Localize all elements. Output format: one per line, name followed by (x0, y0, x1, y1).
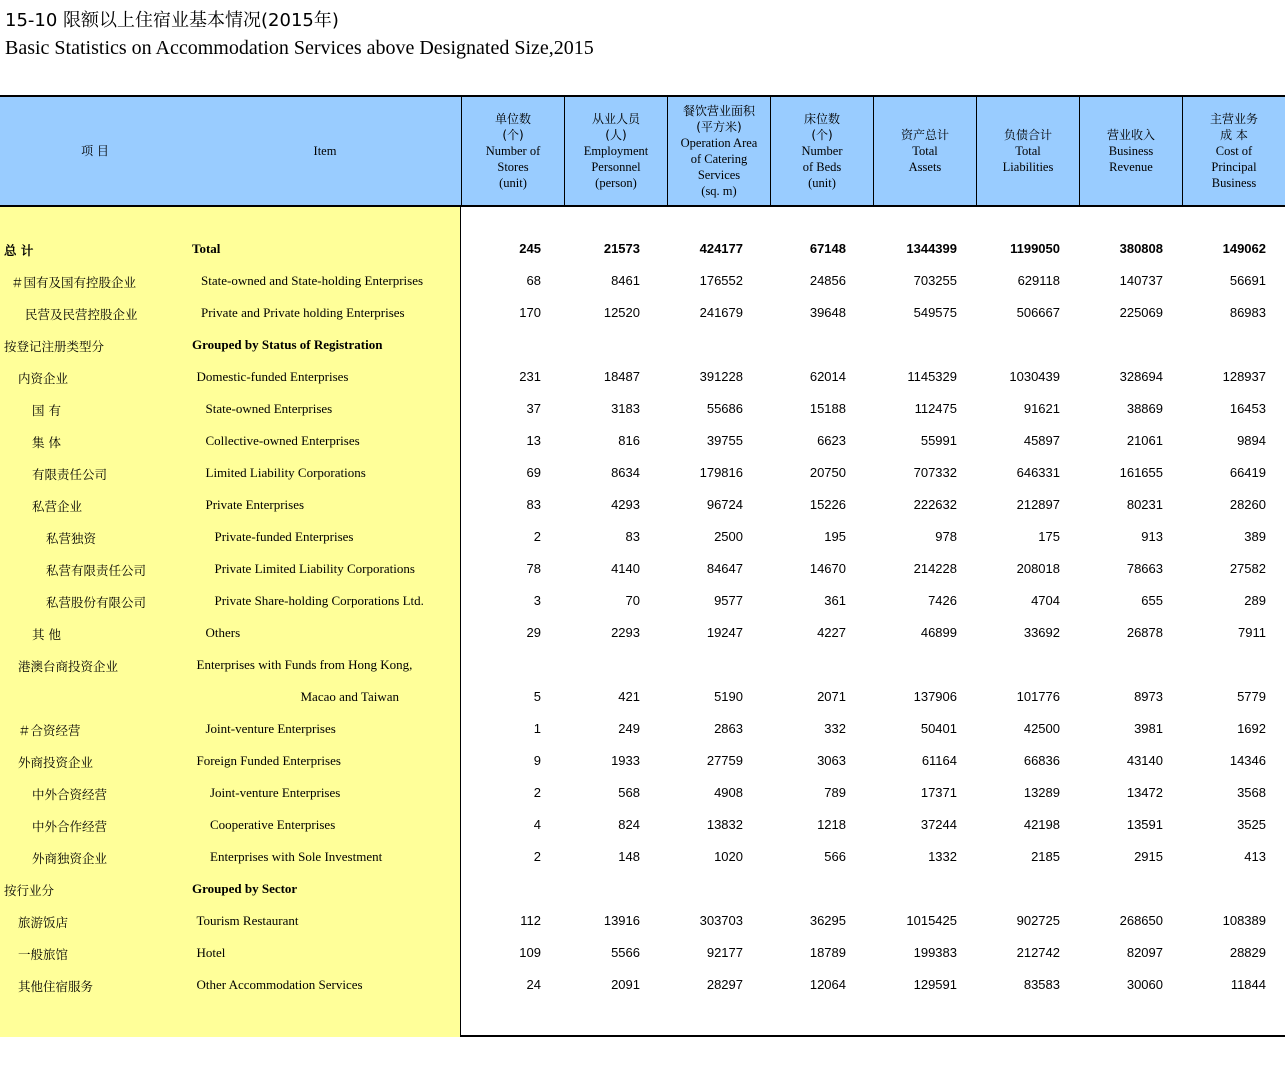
row-value: 222632 (913, 497, 957, 512)
row-value: 549575 (913, 305, 957, 320)
row-value: 29 (526, 625, 541, 640)
row-value: 28260 (1229, 497, 1266, 512)
row-value: 161655 (1119, 465, 1163, 480)
row-value: 13916 (603, 913, 640, 928)
header-column-en-line: Operation Area (680, 136, 758, 150)
row-value: 332 (824, 721, 846, 736)
row-value: 4908 (714, 785, 743, 800)
row-value: 11844 (1230, 977, 1266, 992)
row-value: 21573 (603, 241, 640, 256)
row-value: 978 (935, 529, 957, 544)
row-value: 5779 (1237, 689, 1266, 704)
row-value: 646331 (1016, 465, 1060, 480)
row-value: 8973 (1134, 689, 1163, 704)
row-value: 14670 (809, 561, 846, 576)
table-row (0, 457, 1285, 489)
row-value: 902725 (1016, 913, 1060, 928)
row-value: 39755 (706, 433, 743, 448)
row-value: 12520 (603, 305, 640, 320)
row-label-chinese: 其 他 (32, 627, 61, 642)
row-value: 28829 (1229, 945, 1266, 960)
row-value: 149062 (1222, 241, 1266, 256)
row-value: 9894 (1237, 433, 1266, 448)
row-value: 37 (526, 401, 541, 416)
row-label-chinese: 外商独资企业 (32, 851, 108, 866)
row-value: 86983 (1229, 305, 1266, 320)
row-label-chinese: 私营有限责任公司 (46, 563, 147, 578)
row-value: 212742 (1016, 945, 1060, 960)
row-value: 137906 (913, 689, 957, 704)
row-value: 3 (533, 593, 541, 608)
table-row (0, 265, 1285, 297)
row-label-chinese: 民营及民营控股企业 (25, 307, 138, 322)
row-value: 83583 (1023, 977, 1060, 992)
row-value: 2 (533, 849, 541, 864)
header-column-cn-line: 单位数 (494, 112, 531, 126)
row-value: 5190 (714, 689, 743, 704)
header-column-6 (976, 97, 1079, 205)
header-column-cn-line: (个) (502, 128, 524, 142)
table-row (0, 873, 1285, 905)
row-value: 66419 (1229, 465, 1266, 480)
header-column-en-line: Principal (1211, 160, 1257, 174)
table-row (0, 969, 1285, 1001)
row-value: 9 (533, 753, 541, 768)
row-value: 27759 (706, 753, 743, 768)
row-value: 13591 (1126, 817, 1163, 832)
header-column-cn-line: (人) (605, 128, 627, 142)
row-value: 108389 (1222, 913, 1266, 928)
row-value: 24 (526, 977, 541, 992)
row-value: 225069 (1119, 305, 1163, 320)
row-value: 112475 (914, 401, 957, 416)
row-value: 3183 (611, 401, 640, 416)
row-label-chinese: 中外合资经营 (32, 787, 108, 802)
table-row (0, 361, 1285, 393)
header-column-cn-line: (平方米) (696, 120, 742, 134)
row-value: 78663 (1126, 561, 1163, 576)
row-value: 380808 (1119, 241, 1163, 256)
header-column-en-line: Cost of (1215, 144, 1253, 158)
row-value: 1 (533, 721, 541, 736)
row-value: 195 (824, 529, 846, 544)
header-column-en-line: Revenue (1109, 160, 1153, 174)
row-value: 2 (533, 529, 541, 544)
table-row (0, 521, 1285, 553)
row-value: 2 (533, 785, 541, 800)
header-column-cn-line: 主营业务 (1209, 112, 1258, 126)
row-label-english: Grouped by Status of Registration (192, 337, 383, 352)
row-value: 19247 (706, 625, 743, 640)
row-value: 9577 (714, 593, 743, 608)
row-value: 15188 (809, 401, 846, 416)
row-value: 7911 (1238, 625, 1266, 640)
row-value: 268650 (1119, 913, 1163, 928)
row-label-english: Private Enterprises (205, 497, 305, 512)
row-value: 208018 (1016, 561, 1060, 576)
row-value: 3063 (817, 753, 846, 768)
row-value: 231 (519, 369, 541, 384)
row-value: 1020 (714, 849, 743, 864)
row-label-english: State-owned Enterprises (205, 401, 333, 416)
statistics-table (0, 95, 1285, 1037)
row-value: 101776 (1016, 689, 1060, 704)
header-column-en-line: Assets (908, 160, 942, 174)
row-value: 424177 (699, 241, 743, 256)
row-value: 170 (519, 305, 541, 320)
header-column-4 (770, 97, 873, 205)
header-column-en-line: Liabilities (1002, 160, 1054, 174)
row-label-chinese: 一般旅馆 (18, 947, 69, 962)
row-value: 2071 (817, 689, 846, 704)
row-value: 5566 (611, 945, 640, 960)
header-column-en-line: Employment (583, 144, 649, 158)
row-label-chinese: 按行业分 (4, 883, 55, 898)
row-value: 43140 (1126, 753, 1163, 768)
row-label-english: Tourism Restaurant (196, 913, 299, 928)
row-value: 45897 (1023, 433, 1060, 448)
row-value: 46899 (920, 625, 957, 640)
row-value: 1933 (611, 753, 640, 768)
row-value: 413 (1244, 849, 1266, 864)
row-value: 69 (526, 465, 541, 480)
row-label-chinese: 旅游饭店 (18, 915, 69, 930)
row-value: 66836 (1023, 753, 1060, 768)
row-value: 42500 (1023, 721, 1060, 736)
row-value: 16453 (1229, 401, 1266, 416)
row-value: 18487 (603, 369, 640, 384)
row-value: 824 (618, 817, 640, 832)
header-column-en-line: Number of (485, 144, 541, 158)
row-value: 70 (625, 593, 640, 608)
row-value: 8634 (611, 465, 640, 480)
row-label-english: Others (205, 625, 241, 640)
row-value: 80231 (1126, 497, 1163, 512)
row-value: 421 (618, 689, 640, 704)
row-value: 361 (824, 593, 846, 608)
row-value: 96724 (706, 497, 743, 512)
row-value: 1218 (817, 817, 846, 832)
row-value: 14346 (1229, 753, 1266, 768)
row-label-chinese: 私营股份有限公司 (46, 595, 147, 610)
row-value: 391228 (699, 369, 743, 384)
row-value: 83 (526, 497, 541, 512)
row-label-english: Macao and Taiwan (300, 689, 399, 704)
table-row (0, 905, 1285, 937)
header-column-3 (667, 97, 770, 205)
row-value: 199383 (913, 945, 957, 960)
row-label-chinese: 集 体 (32, 435, 61, 450)
row-label-chinese: 其他住宿服务 (18, 979, 94, 994)
row-label-english: Cooperative Enterprises (210, 817, 336, 832)
row-value: 13289 (1023, 785, 1060, 800)
table-title-english: Basic Statistics on Accommodation Services above Designated Size,2015 (5, 37, 594, 59)
row-label-chinese: 按登记注册类型分 (4, 339, 105, 354)
header-column-en-line: Stores (497, 160, 529, 174)
row-value: 24856 (809, 273, 846, 288)
header-column-1 (461, 97, 564, 205)
row-value: 568 (618, 785, 640, 800)
table-row (0, 553, 1285, 585)
row-label-english: Limited Liability Corporations (205, 465, 366, 480)
row-label-english: Other Accommodation Services (196, 977, 363, 992)
row-label-english: Total (192, 241, 221, 256)
row-value: 78 (526, 561, 541, 576)
row-label-chinese: 中外合作经营 (32, 819, 108, 834)
row-value: 1030439 (1009, 369, 1060, 384)
row-value: 30060 (1126, 977, 1163, 992)
table-row (0, 393, 1285, 425)
row-value: 55686 (706, 401, 743, 416)
row-value: 245 (519, 241, 541, 256)
row-value: 179816 (699, 465, 743, 480)
row-value: 707332 (913, 465, 957, 480)
header-column-en-line: Business (1108, 144, 1154, 158)
row-label-english: Joint-venture Enterprises (205, 721, 336, 736)
row-label-chinese: 外商投资企业 (18, 755, 94, 770)
row-label-chinese: 港澳台商投资企业 (18, 659, 119, 674)
row-label-english: Enterprises with Sole Investment (210, 849, 383, 864)
table-row (0, 681, 1285, 713)
row-value: 20750 (809, 465, 846, 480)
row-value: 816 (618, 433, 640, 448)
header-column-cn-line: 从业人员 (591, 112, 640, 126)
header-item-chinese-label: 项 目 (81, 144, 109, 158)
row-value: 129591 (913, 977, 957, 992)
table-row (0, 425, 1285, 457)
row-value: 82097 (1126, 945, 1163, 960)
header-column-cn-line: 负债合计 (1003, 128, 1052, 142)
row-value: 629118 (1017, 273, 1060, 288)
header-column-cn-line: 餐饮营业面积 (682, 104, 755, 118)
row-label-english: Enterprises with Funds from Hong Kong, (196, 657, 413, 672)
header-column-7 (1079, 97, 1182, 205)
row-label-english: Domestic-funded Enterprises (196, 369, 349, 384)
row-label-english: State-owned and State-holding Enterprises (201, 273, 424, 288)
header-column-en-line: (unit) (499, 176, 527, 190)
header-column-en-line: of Catering (690, 152, 748, 166)
row-value: 2293 (611, 625, 640, 640)
row-value: 36295 (809, 913, 846, 928)
row-value: 212897 (1016, 497, 1060, 512)
row-value: 3568 (1237, 785, 1266, 800)
row-value: 913 (1141, 529, 1163, 544)
row-value: 389 (1244, 529, 1266, 544)
header-column-en-line: (unit) (808, 176, 836, 190)
row-value: 4293 (611, 497, 640, 512)
row-value: 28297 (706, 977, 743, 992)
row-value: 6623 (817, 433, 846, 448)
row-value: 703255 (913, 273, 957, 288)
header-column-en-line: Total (1015, 144, 1041, 158)
row-value: 67148 (809, 241, 846, 256)
row-value: 42198 (1023, 817, 1060, 832)
row-value: 55991 (920, 433, 957, 448)
row-label-chinese: 私营独资 (46, 531, 97, 546)
row-value: 4 (533, 817, 541, 832)
table-row (0, 617, 1285, 649)
row-value: 566 (824, 849, 846, 864)
row-label-english: Private Limited Liability Corporations (214, 561, 415, 576)
row-label-chinese: ＃合资经营 (18, 723, 81, 738)
row-value: 62014 (809, 369, 846, 384)
row-value: 4227 (817, 625, 846, 640)
row-value: 13 (526, 433, 541, 448)
row-value: 655 (1141, 593, 1163, 608)
table-row (0, 713, 1285, 745)
table-row (0, 585, 1285, 617)
header-item-english (190, 97, 460, 205)
row-label-chinese: 私营企业 (32, 499, 83, 514)
row-value: 56691 (1229, 273, 1266, 288)
row-value: 4704 (1031, 593, 1060, 608)
row-value: 1199050 (1010, 241, 1060, 256)
row-value: 506667 (1016, 305, 1060, 320)
row-value: 140737 (1119, 273, 1163, 288)
table-header (0, 97, 1285, 207)
row-value: 13472 (1126, 785, 1163, 800)
row-value: 249 (618, 721, 640, 736)
header-column-en-line: (person) (595, 176, 637, 190)
row-value: 175 (1038, 529, 1060, 544)
row-value: 289 (1244, 593, 1266, 608)
table-row (0, 841, 1285, 873)
row-value: 4140 (611, 561, 640, 576)
row-value: 33692 (1023, 625, 1060, 640)
row-value: 17371 (920, 785, 957, 800)
row-value: 328694 (1119, 369, 1163, 384)
header-column-en-line: (sq. m) (701, 184, 737, 198)
row-value: 112 (520, 913, 541, 928)
row-value: 3981 (1134, 721, 1163, 736)
row-label-chinese: 内资企业 (18, 371, 69, 386)
row-value: 128937 (1222, 369, 1266, 384)
row-value: 1332 (928, 849, 957, 864)
row-value: 21061 (1126, 433, 1163, 448)
header-column-en-line: Number (801, 144, 843, 158)
row-value: 13832 (706, 817, 743, 832)
row-value: 38869 (1126, 401, 1163, 416)
row-value: 1145329 (907, 369, 957, 384)
header-item-english-label: Item (313, 144, 337, 158)
row-label-english: Joint-venture Enterprises (210, 785, 341, 800)
row-value: 241679 (699, 305, 743, 320)
row-value: 8461 (611, 273, 640, 288)
row-value: 84647 (706, 561, 743, 576)
table-row (0, 745, 1285, 777)
header-column-2 (564, 97, 667, 205)
table-row (0, 777, 1285, 809)
row-value: 2863 (714, 721, 743, 736)
row-value: 176552 (699, 273, 743, 288)
row-value: 92177 (706, 945, 743, 960)
row-value: 5 (533, 689, 541, 704)
row-value: 303703 (699, 913, 743, 928)
header-column-en-line: Services (697, 168, 741, 182)
row-value: 12064 (809, 977, 846, 992)
table-row (0, 329, 1285, 361)
table-row (0, 233, 1285, 265)
row-value: 148 (618, 849, 640, 864)
row-label-english: Private Share-holding Corporations Ltd. (214, 593, 424, 608)
row-value: 61164 (921, 753, 957, 768)
row-value: 91621 (1023, 401, 1060, 416)
row-label-english: Foreign Funded Enterprises (196, 753, 341, 768)
row-value: 1344399 (906, 241, 957, 256)
header-column-cn-line: (个) (811, 128, 833, 142)
table-row (0, 297, 1285, 329)
row-value: 68 (526, 273, 541, 288)
header-column-cn-line: 成 本 (1220, 128, 1248, 142)
table-title-chinese: 15-10 限额以上住宿业基本情况(2015年) (5, 10, 339, 31)
row-value: 39648 (809, 305, 846, 320)
row-value: 37244 (920, 817, 957, 832)
row-value: 789 (824, 785, 846, 800)
table-row (0, 937, 1285, 969)
row-value: 3525 (1237, 817, 1266, 832)
row-value: 26878 (1126, 625, 1163, 640)
header-column-en-line: Total (912, 144, 938, 158)
row-value: 50401 (920, 721, 957, 736)
row-value: 2915 (1134, 849, 1163, 864)
header-column-en-line: Personnel (591, 160, 641, 174)
row-value: 83 (625, 529, 640, 544)
row-label-chinese: 国 有 (32, 403, 61, 418)
row-value: 109 (519, 945, 541, 960)
header-column-8 (1182, 97, 1285, 205)
row-value: 1015425 (906, 913, 957, 928)
row-label-chinese: ＃国有及国有控股企业 (11, 275, 137, 290)
row-value: 214228 (913, 561, 957, 576)
row-value: 7426 (928, 593, 957, 608)
row-label-chinese: 有限责任公司 (32, 467, 108, 482)
header-column-cn-line: 营业收入 (1106, 128, 1155, 142)
row-label-english: Private and Private holding Enterprises (201, 305, 405, 320)
header-column-5 (873, 97, 976, 205)
row-value: 1692 (1237, 721, 1266, 736)
row-value: 2091 (611, 977, 640, 992)
header-column-en-line: Business (1211, 176, 1257, 190)
header-item-chinese (0, 97, 190, 205)
table-row (0, 809, 1285, 841)
row-label-english: Collective-owned Enterprises (205, 433, 360, 448)
table-row (0, 489, 1285, 521)
row-label-english: Hotel (196, 945, 226, 960)
header-column-cn-line: 床位数 (803, 112, 840, 126)
row-value: 18789 (809, 945, 846, 960)
row-value: 15226 (809, 497, 846, 512)
row-value: 27582 (1229, 561, 1266, 576)
header-column-cn-line: 资产总计 (900, 128, 949, 142)
header-column-en-line: of Beds (802, 160, 842, 174)
row-label-english: Private-funded Enterprises (214, 529, 354, 544)
row-label-english: Grouped by Sector (192, 881, 298, 896)
row-value: 2500 (714, 529, 743, 544)
row-label-chinese: 总 计 (4, 243, 34, 258)
table-row (0, 649, 1285, 681)
row-value: 2185 (1031, 849, 1060, 864)
